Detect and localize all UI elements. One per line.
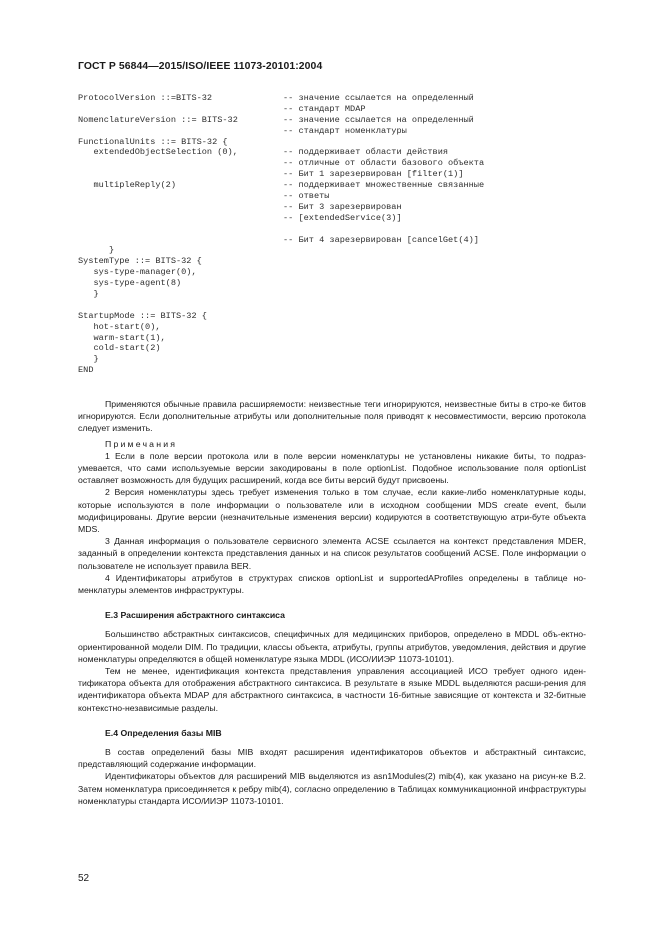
code-line-comment: -- отличные от области базового объекта [283, 158, 485, 169]
code-line-text: NomenclatureVersion ::= BITS-32 [78, 114, 238, 125]
code-line-text: cold-start(2) [78, 343, 161, 354]
code-line-comment: -- Бит 4 зарезервирован [cancelGet(4)] [283, 234, 479, 245]
code-line-comment: -- Бит 3 зарезервирован [283, 201, 402, 212]
code-line-text: SystemType ::= BITS-32 { [78, 256, 202, 267]
code-line-comment: -- значение ссылается на определенный [283, 93, 474, 103]
code-line-comment: -- поддерживает области действия [283, 147, 449, 158]
section-e4-heading: E.4 Определения базы MIB [105, 727, 222, 738]
code-line-comment: -- [extendedService(3)] [283, 212, 402, 223]
code-line-text: FunctionalUnits ::= BITS-32 { [78, 136, 228, 147]
code-line-comment: -- Бит 1 зарезервирован [filter(1)] [283, 169, 464, 180]
code-line-text: ProtocolVersion ::=BITS-32 [78, 93, 213, 103]
code-line-text: } [78, 354, 99, 365]
page-number: 52 [78, 873, 90, 884]
code-line-comment: -- значение ссылается на определенный [283, 114, 474, 125]
document-header: ГОСТ Р 56844—2015/ISO/IEEE 11073-20101:2004 [78, 61, 323, 72]
code-line-comment: -- поддерживает множественные связанные [283, 180, 485, 191]
note-3: 3 Данная информация о пользователе сервисного элемента ACSE ссылается на контекст представления MDER, заданный в определении контекста представления данных и на список результатов сообщений ACSE. Поле информации о пользователе не использует правила BER. [78, 536, 586, 571]
code-line-comment: -- стандарт номенклатуры [283, 125, 407, 136]
code-line-text: hot-start(0), [78, 321, 161, 332]
section-e4-paragraph-2: Идентификаторы объектов для расширений MIB выделяются из asn1Modules(2) mib(4), как указано на рисун-ке B.2. Затем номенклатура присоединяется к ребру mib(4), согласно определению в Таблицах коммуникационной инфраструктуры номенклатуры стандарта ИСО/ИИЭР 11073-10101. [78, 771, 586, 806]
code-line-text: END [78, 365, 94, 376]
code-line-text: StartupMode ::= BITS-32 { [78, 310, 207, 321]
body-text [78, 398, 586, 807]
note-1: 1 Если в поле версии протокола или в поле версии номенклатуры не установлены никакие биты, то подраз-умевается, что сами используемые версии закодированы в поле optionList. Подобное использование поля optionList оставляет возможность для будущих расширений, когда все биты версий будут присвоены. [78, 450, 586, 486]
code-line-text: multipleReply(2) [78, 180, 176, 191]
paragraph-extensibility-rules: Применяются обычные правила расширяемости: неизвестные теги игнорируются, неизвестные биты в стро-ке битов игнорируются. Если дополнительные атрибуты или дополнительные поля приводят к несовместимости, версию протокола следует изменить. [78, 399, 586, 434]
code-line-comment: -- стандарт MDAP [283, 103, 366, 114]
section-e3-heading: E.3 Расширения абстрактного синтаксиса [105, 610, 285, 621]
code-line-text: warm-start(1), [78, 332, 166, 343]
note-4: 4 Идентификаторы атрибутов в структурах списков optionList и supportedAProfiles определены в таблице но-менклатуры элементов инфраструктуры. [78, 572, 586, 596]
code-line-text: sys-type-manager(0), [78, 267, 197, 278]
section-e4-paragraph-1: В состав определений базы MIB входят расширения идентификаторов объектов и абстрактный синтаксис, представляющий содержание информации. [78, 747, 586, 770]
note-2: 2 Версия номенклатуры здесь требует изменения только в том случае, если какие-либо номенклатурные коды, которые используются в поле информации о пользователе или в исходном сообщении MDS create event, были модифицированы. Другие версии (незначительные изменения версии) кодируются в соответствующую атри-буте объекта MDS. [78, 487, 586, 535]
code-line-text: extendedObjectSelection (0), [78, 147, 238, 158]
code-line-comment: -- ответы [283, 191, 330, 202]
code-line-text: sys-type-agent(8) [78, 278, 182, 289]
code-line-text: } [78, 245, 115, 256]
section-e3-paragraph-2: Тем не менее, идентификация контекста представления управления ассоциацией ИСО требует одного иден-тификатора объекта для отображения абстрактного синтаксиса. В результате в языке MDDL выделяются расши-рения для идентификатора объекта MDAP для абстрактного синтаксиса, в частности 16-битные зависящие от контекста и 32-битные контекстно-независимые разделы. [78, 666, 586, 713]
section-e3-paragraph-1: Большинство абстрактных синтаксисов, специфичных для медицинских приборов, определено в MDDL объ-ектно-ориентированной модели DIM. По традиции, классы объекта, атрибуты, группы атрибутов, уведомления, действия и другие номенклатуры определяются в общей номенклатуре языка MDDL (ИСО/ИИЭР 11073-10101). [78, 629, 586, 664]
code-line-text: } [78, 289, 99, 300]
notes-title: Примечания [105, 438, 178, 449]
